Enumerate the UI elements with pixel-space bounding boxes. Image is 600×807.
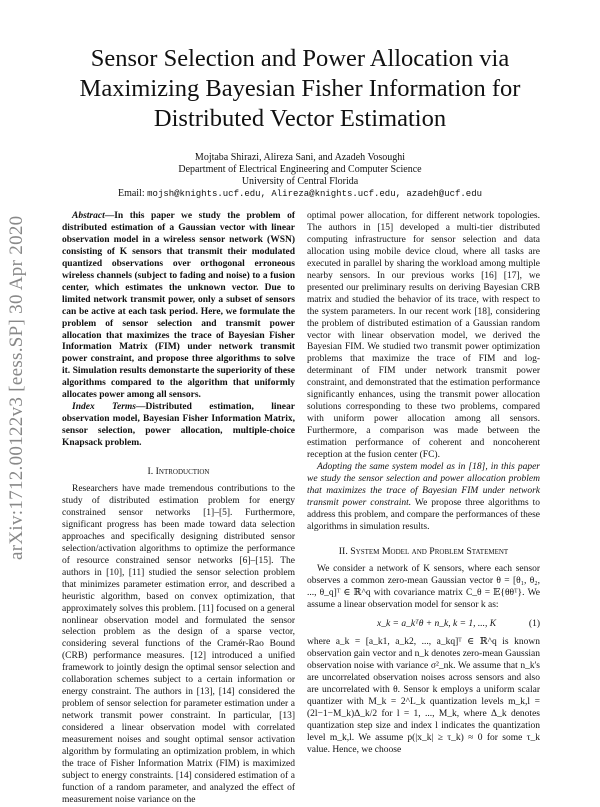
index-terms [62, 402, 295, 450]
contribution-statement: Adopting the same system model as in [18], in this paper we study the sensor selection and power allocation problem that maximizes the trace of Bayesian FIM under network transmit power constraint. [307, 462, 540, 508]
university: University of Central Florida [241, 176, 359, 187]
abstract-text: —In this paper we study the problem of distributed estimation of a Gaussian vector with linear observation model in a wireless sensor network (WSN) consisting of K sensors that transmit their modulated quantized observations over orthogonal erroneous wireless channels (subject to fading and noise) to a fusion center, which estimates the unknown vector. Due to limited network transmit power, only a subset of sensors can be active at each task period. Here, we formulate the problem of sensor selection and transmit power allocation that maximizes the trace of Bayesian Fisher Information Matrix (FIM) under network transmit power constraint, and propose three algorithms to solve it. Simulation results demonstarte the superiority of these algorithms compared to the algorithm that uniformly allocates power among all sensors. [62, 211, 295, 401]
section-heading-introduction: I. Introduction [147, 466, 210, 478]
system-model-paragraph-1: We consider a network of K sensors, where each sensor observes a common zero-mean Gaussian vector θ = [θ₁, θ₂, ..., θ_q]ᵀ ∈ ℝ^q with covariance matrix C_θ = 𝔼{θθᵀ}. We assume a linear observation model for sensor k as: [307, 563, 540, 610]
intro-paragraph-1: Researchers have made tremendous contributions to the study of distributed estimation problem for energy constrained sensor networks [1]–[5]. Furthermore, significant progress has been made toward data selection approaches and specifically designing distributed sensor selection/activation algorithms to optimize the performance of resource constrained sensor networks [6]–[15]. The authors in [10], [11] studied the sensor selection problem that minimizes parameter estimation error, and described a heuristic algorithm, based on convex optimization, that approximately solves this problem. [11] focused on a general nonlinear observation model and formulated the sensor selection problem as the design of a sparse vector, considering several functions of the Cramér-Rao Bound (CRB) performance measures. [12] introduced a unified framework to jointly design the optimal sensor selection and collaboration schemes subject to a certain information or energy constraint. The authors in [13], [14] considered the problem of sensor selection for parameter estimation under a network transmit power constraint. In particular, [13] considered a linear observation model with correlated measurement noises and sought optimal sensor activation algorithm by formulating an optimization problem, in which the trace of Fisher Information Matrix (FIM) is maximized subject to energy constraints. [14] considered estimation of a function of a random parameter, and analyzed the effect of measurement noise variance on the [62, 484, 295, 805]
emails: mojsh@knights.ucf.edu, Alireza@knights.ucf.edu, azadeh@ucf.edu [147, 189, 483, 199]
abstract-label: Abstract [72, 211, 105, 221]
author-block [0, 152, 600, 200]
right-column [307, 211, 540, 757]
intro-paragraph-2 [307, 462, 540, 534]
system-model-paragraph-2: where a_k = [a_k1, a_k2, ..., a_kq]ᵀ ∈ ℝ^q is known observation gain vector and n_k denotes zero-mean Gaussian observation noise with variance σ²_nk. We assume that n_k's are uncorrelated observation noises across sensors and also are uncorrelated with θ. Sensor k employs a uniform scalar quantizer with M_k = 2^L_k quantization levels m_k,l = (2l−1−M_k)Δ_k/2 for l = 1, ..., M_k, where Δ_k denotes quantization step size and index l indicates the quantization level m_k,l. We assume p(|x_k| ≥ τ_k) ≈ 0 for some τ_k value. Hence, we choose [307, 637, 540, 756]
intro-paragraph-1-continued: optimal power allocation, for different network topologies. The authors in [15] developed a multi-tier distributed computing infrastructure for sensor selection and data allocation using mobile device cloud, where all tasks are executed in parallel by sharing the workload among multiple nearby sensors. In our previous works [16] [17], we presented our preliminary results on deriving Bayesian CRB matrix and studied the behavior of its trace, with respect to the system parameters. In our recent work [18], considering the problem of distributed estimation of a Gaussian random vector with linear observation model, we derived the Bayesian FIM. We studied two transmit power optimization problems that maximize the trace of FIM and log-determinant of FIM under network transmit power constraint, and demonstrated that the estimation performance significantly enhances, using the transmit power allocation solutions corresponding to these two problems, compared with uniform power allocation among all sensors. Furthermore, a comparison was made between the estimation performance of coherent and noncoherent reception at the fusion center (FC). [307, 211, 540, 461]
equation-body: x_k = a_kᵀθ + n_k, k = 1, ..., K [377, 618, 497, 629]
equation-1 [307, 619, 540, 631]
paper-title: Sensor Selection and Power Allocation via Maximizing Bayesian Fisher Information for Distributed Vector Estimation [79, 45, 521, 132]
contribution-statement-tail: We propose three algorithms to address this problem, and compare the performances of these algorithms in simulation results. [307, 497, 540, 532]
arxiv-identifier: arXiv:1712.00122v3 [eess.SP] 30 Apr 2020 [6, 215, 27, 560]
abstract [62, 211, 295, 402]
email-label: Email: [117, 188, 145, 199]
authors: Mojtaba Shirazi, Alireza Sani, and Azadeh Vosoughi [194, 152, 406, 163]
left-column [62, 211, 295, 807]
equation-number: (1) [528, 618, 540, 629]
department: Department of Electrical Engineering and Computer Science [178, 164, 422, 175]
section-heading-system-model: II. System Model and Problem Statement [338, 545, 509, 557]
index-terms-label: Index Terms [72, 402, 136, 413]
email-line [0, 188, 600, 200]
index-terms-text: —Distributed estimation, linear observation model, Bayesian Fisher Information Matrix, sensor selection, power allocation, multiple-choice Knapsack problem. [62, 402, 295, 449]
